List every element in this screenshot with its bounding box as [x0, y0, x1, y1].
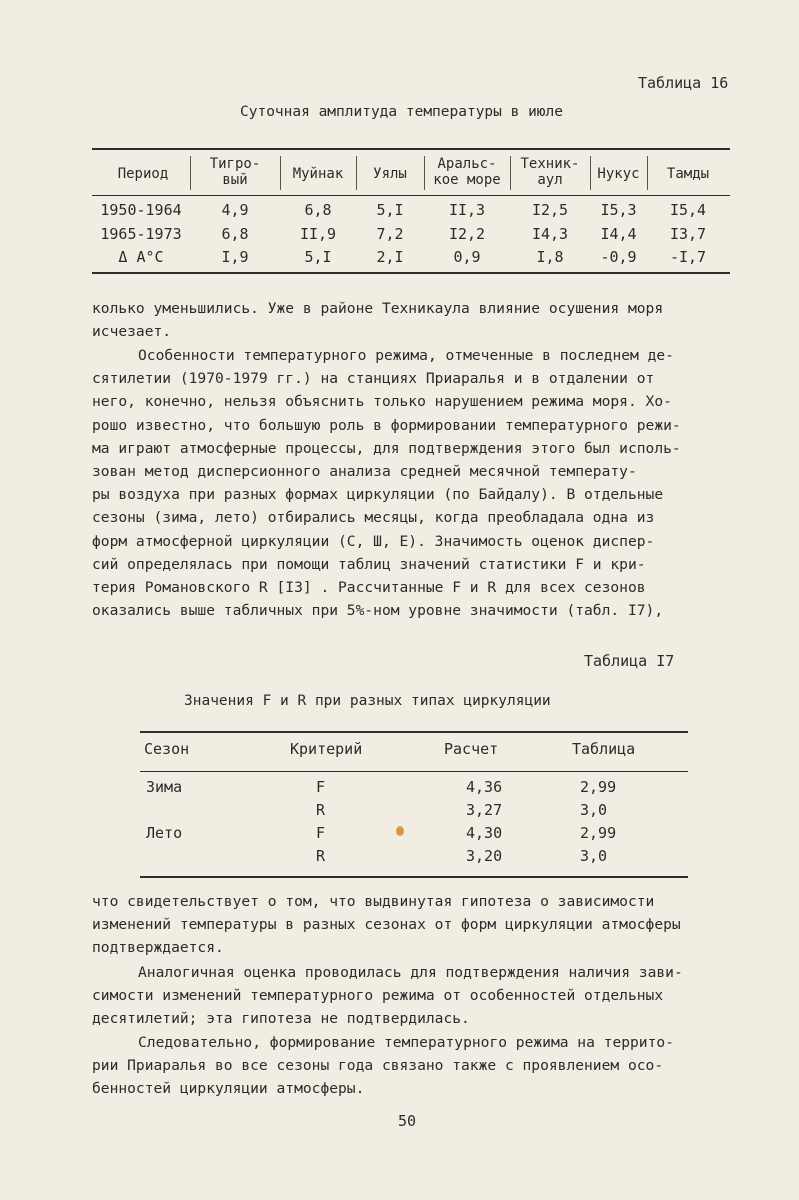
paragraph-decades-hypothesis	[92, 961, 683, 1031]
table16-cell: 1950-1964	[100, 201, 182, 219]
table16-cell: II,3	[448, 201, 486, 219]
text-line: симости изменений температурного режима от особенностей отдельных	[92, 987, 664, 1005]
text-line: оказались выше табличных при 5%-ном уровне значимости (табл. I7),	[92, 602, 664, 620]
table16-cell: 5,I	[376, 201, 404, 219]
text-line: сезоны (зима, лето) отбирались месяцы, когда преобладала одна из	[92, 509, 655, 527]
table17-cell-calculated: 4,36	[466, 778, 503, 796]
table17-cell-tabular: 3,0	[580, 801, 608, 819]
table16-cell: 6,8	[221, 225, 249, 243]
text-line: сий определялась при помощи таблиц значений статистики F и кри-	[92, 555, 646, 573]
table16-cell: 2,I	[376, 248, 404, 266]
table16-header-technikaul: Техник- аул	[520, 156, 580, 188]
table16-col-sep	[280, 156, 281, 190]
table17-header-tabular: Таблица	[572, 740, 636, 758]
table16-cell: I2,2	[448, 225, 486, 243]
table17-cell-season: Лето	[146, 824, 183, 842]
table16-header-muynak: Муйнак	[292, 166, 344, 182]
table17-cell-calculated: 3,27	[466, 801, 503, 819]
table16-col-sep	[590, 156, 591, 190]
text-line: ма играют атмосферные процессы, для подтверждения этого был исполь-	[92, 439, 681, 457]
table16-header-period: Период	[117, 166, 169, 182]
table16-cell: 4,9	[221, 201, 249, 219]
table17-cell-criterion: R	[316, 801, 326, 819]
table16-col-sep	[510, 156, 511, 190]
table16-cell: 7,2	[376, 225, 404, 243]
table17-cell-criterion: F	[316, 778, 326, 796]
text-line: Аналогичная оценка проводилась для подтверждения наличия зави-	[138, 964, 683, 981]
table16-cell: I3,7	[669, 225, 707, 243]
table17-cell-calculated: 3,20	[466, 847, 503, 865]
table16-cell: I,9	[221, 248, 249, 266]
table16-col-sep	[424, 156, 425, 190]
text-line: колько уменьшились. Уже в районе Техникаула влияние осушения моря	[92, 300, 664, 317]
table17-cell-tabular: 3,0	[580, 847, 608, 865]
text-line: терия Романовского R [I3] . Рассчитанные F и R для всех сезонов	[92, 579, 646, 597]
table17-cell-calculated: 4,30	[466, 824, 503, 842]
table17-top-rule	[140, 731, 688, 733]
text-line: зован метод дисперсионного анализа средней месячной температу-	[92, 463, 637, 481]
table16-cell: 6,8	[304, 201, 332, 219]
table16-bottom-rule	[92, 272, 730, 274]
table17-cell-tabular: 2,99	[580, 778, 617, 796]
text-line: форм атмосферной циркуляции (С, Ш, Е). Значимость оценок диспер-	[92, 532, 655, 550]
table17-header-calculated: Расчет	[444, 740, 499, 758]
table16-cell: I,8	[536, 248, 564, 266]
table16-cell: I4,3	[531, 225, 569, 243]
table16-header-nukus: Нукус	[597, 166, 640, 182]
table17-cell-season: Зима	[146, 778, 183, 796]
text-line: ры воздуха при разных формах циркуляции (по Байдалу). В отдельные	[92, 486, 664, 504]
table16-header-rule	[92, 195, 730, 196]
table16-cell: II,9	[299, 225, 337, 243]
table16-cell: -0,9	[600, 248, 637, 266]
paragraph-continuation	[92, 297, 663, 343]
table17-header-rule	[140, 771, 688, 772]
table17-cell-tabular: 2,99	[580, 824, 617, 842]
page-number: 50	[398, 1112, 417, 1130]
table17-header-season: Сезон	[144, 740, 190, 758]
table16-cell: 1965-1973	[100, 225, 182, 243]
text-line: рии Приаралья во все сезоны года связано также с проявлением осо-	[92, 1057, 664, 1075]
text-line: Следовательно, формирование температурного режима на террито-	[138, 1034, 674, 1051]
text-line: подтверждается.	[92, 939, 224, 957]
text-line: бенностей циркуляции атмосферы.	[92, 1080, 365, 1098]
table17-caption: Значения F и R при разных типах циркуляции	[184, 693, 551, 709]
text-line: Особенности температурного режима, отмеченные в последнем де-	[138, 347, 674, 364]
table16-col-sep	[356, 156, 357, 190]
table16-cell: I5,3	[600, 201, 637, 219]
table16-cell: -I,7	[669, 248, 707, 266]
table16-header-tamdy: Тамды	[666, 166, 710, 182]
table16-cell: 5,I	[304, 248, 332, 266]
table16-header-uyaly: Уялы	[373, 166, 407, 182]
table17-cell-criterion: F	[316, 824, 326, 842]
table16-top-rule	[92, 148, 730, 150]
paragraph-conclusion	[92, 1031, 674, 1101]
text-line: сятилетии (1970-1979 гг.) на станциях Приаралья и в отдалении от	[92, 370, 655, 388]
table16-cell: I2,5	[531, 201, 569, 219]
table16-col-sep	[647, 156, 648, 190]
table16-cell: I4,4	[600, 225, 637, 243]
text-line: рошо известно, что большую роль в формировании температурного режи-	[92, 416, 681, 434]
table17-bottom-rule	[140, 876, 688, 878]
table16-label: Таблица 16	[638, 74, 729, 92]
text-line: изменений температуры в разных сезонах от форм циркуляции атмосферы	[92, 916, 681, 934]
table16-col-sep	[190, 156, 191, 190]
table16-header-tigrovy: Тигро- вый	[209, 156, 261, 188]
paragraph-hypothesis-confirmed	[92, 890, 681, 960]
table17-header-criterion: Критерий	[290, 740, 363, 758]
table17-label: Таблица I7	[584, 652, 675, 670]
table16-header-aral-sea: Аральс- кое море	[433, 156, 501, 188]
text-line: десятилетий; эта гипотеза не подтвердилась.	[92, 1010, 470, 1028]
table17-cell-criterion: R	[316, 847, 326, 865]
paragraph-temperature-regime	[92, 344, 681, 622]
table16-caption: Суточная амплитуда температуры в июле	[240, 104, 564, 120]
table16-cell: Δ А°С	[118, 248, 164, 266]
text-line: исчезает.	[92, 323, 172, 341]
text-line: что свидетельствует о том, что выдвинутая гипотеза о зависимости	[92, 893, 655, 910]
table16-cell: 0,9	[453, 248, 481, 266]
ink-spot	[396, 826, 404, 836]
table16-cell: I5,4	[669, 201, 707, 219]
text-line: него, конечно, нельзя объяснить только нарушением режима моря. Хо-	[92, 393, 672, 411]
